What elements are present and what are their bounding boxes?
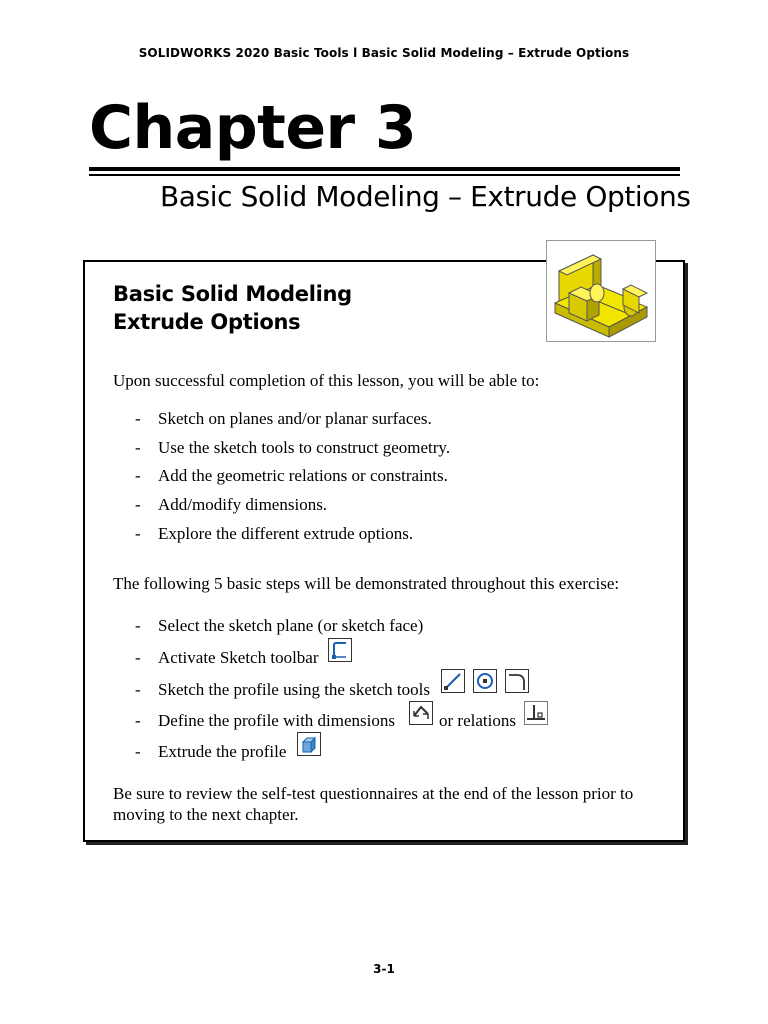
- step-item: - Extrude the profile: [135, 742, 287, 761]
- lesson-heading-line2: Extrude Options: [113, 310, 301, 334]
- closing-note-line2: moving to the next chapter.: [113, 805, 299, 824]
- line-tool-icon: [441, 669, 465, 693]
- closing-note-line1: Be sure to review the self-test questionnaires at the end of the lesson prior to: [113, 784, 634, 803]
- objective-item: - Add the geometric relations or constraints.: [135, 466, 448, 485]
- title-rule-thin: [89, 174, 680, 176]
- chapter-title: Chapter 3: [89, 93, 417, 163]
- smart-dimension-icon: [409, 701, 433, 725]
- yellow-part-model-icon: [547, 241, 655, 341]
- add-relation-icon: [524, 701, 548, 725]
- page-number: 3-1: [373, 962, 395, 976]
- circle-tool-icon: [473, 669, 497, 693]
- objective-item: - Use the sketch tools to construct geometry.: [135, 438, 451, 457]
- extrude-icon: [297, 732, 321, 756]
- lesson-heading: [113, 280, 352, 336]
- step-item: - Activate Sketch toolbar: [135, 648, 319, 667]
- lesson-heading-line1: Basic Solid Modeling: [113, 282, 352, 306]
- part-model-image: [546, 240, 656, 342]
- objectives-intro: Upon successful completion of this lesson, you will be able to:: [113, 371, 540, 390]
- step-item: - Select the sketch plane (or sketch face): [135, 616, 424, 635]
- running-header: SOLIDWORKS 2020 Basic Tools l Basic Solid Modeling – Extrude Options: [138, 46, 630, 60]
- step-item: - Sketch the profile using the sketch tools: [135, 680, 430, 699]
- chapter-subtitle: Basic Solid Modeling – Extrude Options: [160, 180, 691, 213]
- objective-item: - Explore the different extrude options.: [135, 524, 414, 543]
- objective-item: - Sketch on planes and/or planar surfaces.: [135, 409, 432, 428]
- fillet-tool-icon: [505, 669, 529, 693]
- step-item: - Define the profile with dimensions: [135, 711, 396, 730]
- objective-item: - Add/modify dimensions.: [135, 495, 328, 514]
- sketch-icon: [328, 638, 352, 662]
- relations-connector: or relations: [439, 711, 516, 730]
- steps-intro: The following 5 basic steps will be demonstrated throughout this exercise:: [113, 574, 620, 593]
- title-rule-thick: [89, 167, 680, 171]
